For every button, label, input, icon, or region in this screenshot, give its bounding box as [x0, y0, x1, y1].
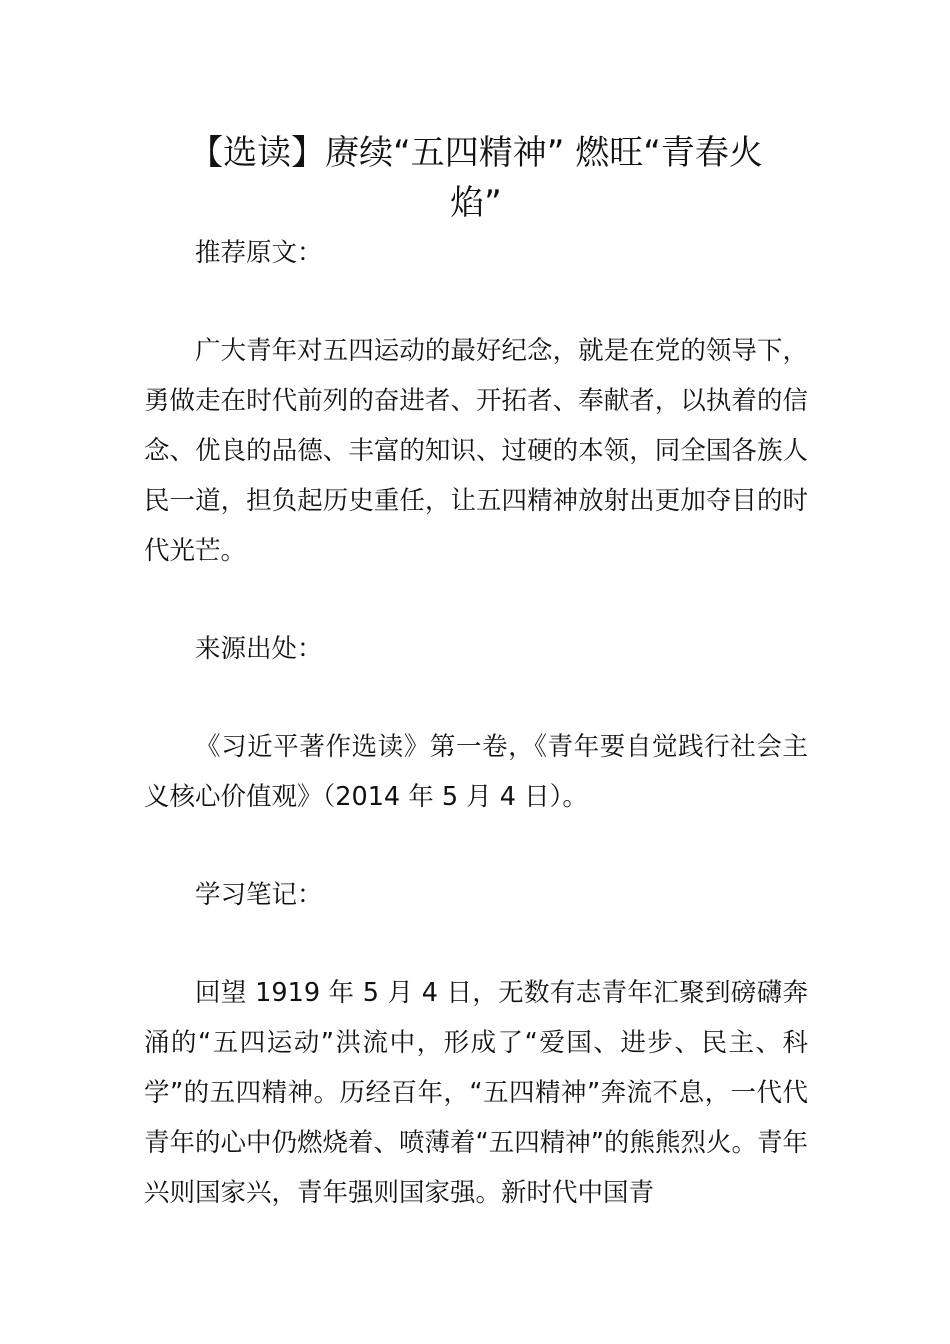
section-body-study-notes: 回望 1919 年 5 月 4 日，无数有志青年汇聚到磅礴奔涌的“五四运动”洪流中，形成了“爱国、进步、民主、科学”的五四精神。历经百年，“五四精神”奔流不息，一代代青年的心中仍燃烧着、喷薄着“五四精神”的熊熊烈火。青年兴则国家兴，青年强则国家强。新时代中国青 — [144, 978, 808, 1208]
section-label-study-notes: 学习笔记： — [195, 880, 323, 910]
spacer — [144, 278, 808, 326]
spacer — [144, 674, 808, 722]
section-label-source: 来源出处： — [195, 634, 323, 664]
section-body-source: 《习近平著作选读》第一卷，《青年要自觉践行社会主义核心价值观》（2014 年 5 月 4 日）。 — [144, 732, 808, 812]
section-body-recommended-text: 广大青年对五四运动的最好纪念，就是在党的领导下，勇做走在时代前列的奋进者、开拓者、奉献者，以执着的信念、优良的品德、丰富的知识、过硬的本领，同全国各族人民一道，担负起历史重任，让五四精神放射出更加夺目的时代光芒。 — [144, 336, 808, 566]
spacer — [144, 920, 808, 968]
section-label-recommended-text: 推荐原文： — [195, 238, 323, 268]
spacer — [144, 576, 808, 624]
document-title — [144, 128, 808, 228]
spacer — [144, 822, 808, 870]
title-line-1: 【选读】赓续“五四精神” 燃旺“青春火 — [189, 133, 763, 173]
title-line-2: 焰” — [450, 183, 502, 223]
document-content — [144, 128, 808, 1218]
